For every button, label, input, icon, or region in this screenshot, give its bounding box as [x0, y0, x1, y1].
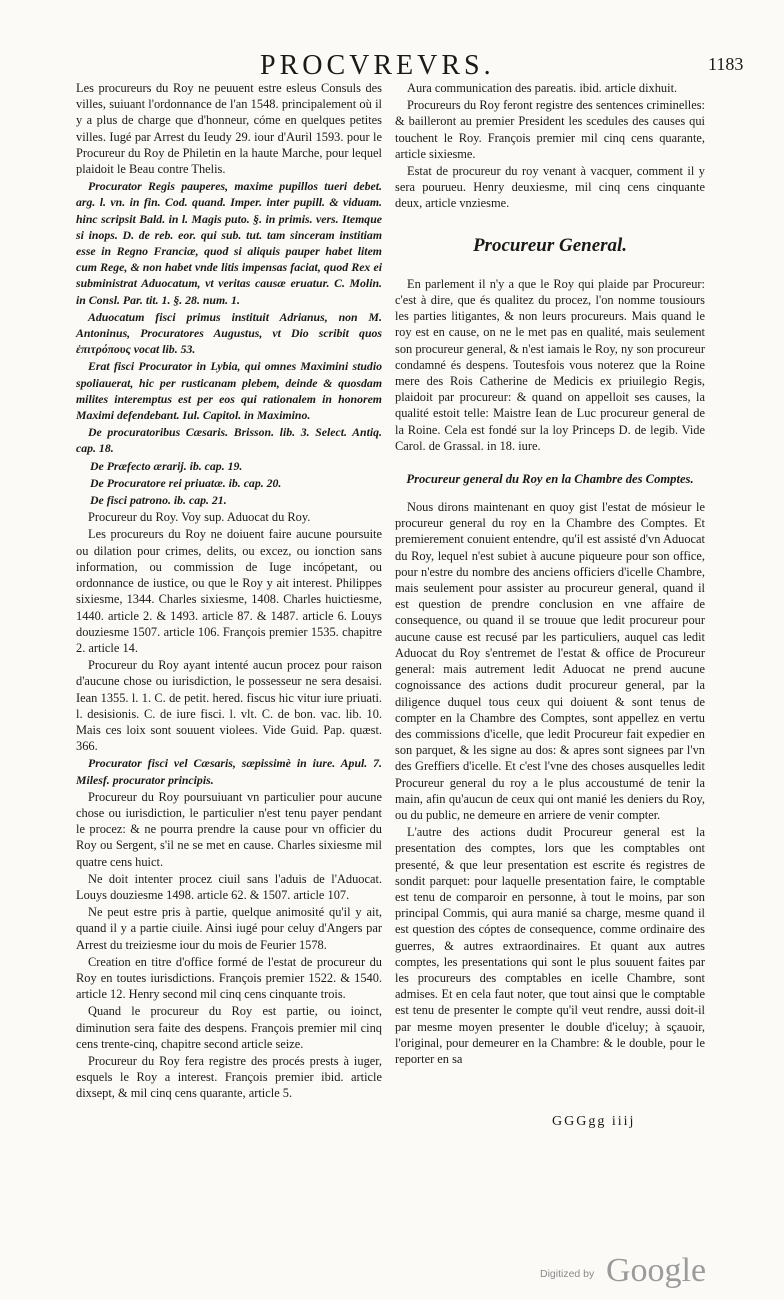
latin-paragraph: Procurator Regis pauperes, maxime pupillos tueri debet. arg. l. vn. in fin. Cod. quand. Imper. inter pupill. & viduam. hinc scripsit Bald. in l. Magis puto. §. in primis. vers. Itemque si inops. D. de reb. eor. qui sub. tut. tam sinceram institiam esse in Regno Franciæ, quod si aliquis pauper habet litem cum Rege, & non habet vnde litis impensas faciat, quod Rex ei subministrat Aduocatum, vt veritas causæ eruatur. C. Molin. in Consl. Par. tit. 1. §. 28. num. 1.	[76, 179, 382, 307]
paragraph: En parlement il n'y a que le Roy qui plaide par Procureur: c'est à dire, que és qualitez du procez, l'on nomme tousiours les parties litigantes, & non leurs procureurs. Mais quand le roy est en cause, on ne le met pas en qualité, mais seulement son procureur general, & n'est iamais le Roy, ny son procureur condamné és despens. Toutesfois vous noterez que la Roine mere des Rois Catherine de Medicis ex priuilegio Regis, plaidoit par procureur: & quand on appelloit ses causes, la qualité estoit telle: Maistre Iean de Luc procureur general de la Roine. Cela est fondé sur la loy Princeps D. de legib. Vide Carol. de Grassal. in 18. iure.	[395, 276, 705, 453]
latin-paragraph: Aduocatum fisci primus instituit Adrianus, non M. Antoninus, Procuratores Augustus, vt Dio scribit quos ἐπιτρόπους vocat lib. 53.	[76, 309, 382, 357]
reference-line: De Præfecto ærarij. ib. cap. 19.	[90, 458, 243, 473]
latin-paragraph: Procurator fisci vel Cæsaris, sæpissimè in iure. Apul. 7. Milesf. procurator principis.	[76, 756, 382, 787]
paragraph: Procureur du Roy ayant intenté aucun procez pour raison d'aucune chose ou iurisdiction, le possesseur ne sera desaisi. Iean 1355. l. 1. C. de petit. hered. fiscus hic vitur iure priuati. l. desisionis. C. de iure fisci. l. vlt. C. de bon. vac. lib. 10. Mais ces loix sont souuent violees. Vide Guid. Pap. quæst. 366.	[76, 658, 382, 754]
paragraph: Creation en titre d'office formé de l'estat de procureur du Roy en toutes iurisdictions. François premier 1522. & 1540. article 12. Henry second mil cinq cens cinquante trois.	[76, 954, 382, 1002]
paragraph: L'autre des actions dudit Procureur general est la presentation des comptes, lors que les comptables ont presenté, & que leur presentation est escrite és registres de sondit parquet: pour laquelle presentation faire, le comptable est tenu de comparoir en personne, à tout le moins, par son principal Commis, qui aura manié sa charge, mesme quand il est question des cóptes de consequence, comme ordinaire des guerres, & autres extraordinaires. Et quant aux autres comptes, les presentations qui sont le plus souuent faites par les procureurs des comptables en icelle Chambre, sont admises. Et en cela faut noter, que tout ainsi que le comptable est tenu de presenter le compte qu'il veut rendre, aussi doit-il par mesme moyen presenter le double d'iceluy; à sçauoir, l'original, pour demeurer en la Chambre: & le double, pour le reporter en sa	[395, 825, 705, 1066]
paragraph: Procureur du Roy poursuiuant vn particulier pour aucune chose ou iurisdiction, le particulier n'est tenu payer pendant le procez: & ne pourra prendre la cause pour vn officier du Roy ou Sergent, s'il ne se met en cause. Charles sixiesme mil quatre cens huict.	[76, 789, 382, 869]
signature-mark: GGGgg iiij	[552, 1114, 636, 1129]
right-column	[395, 80, 705, 1068]
paragraph: Les procureurs du Roy ne peuuent estre esleus Consuls des villes, suiuant l'ordonnance de l'an 1548. principalement où il y a plus de charge que d'honneur, cóme en quelques petites villes. Iugé par Arrest du Ieudy 29. iour d'Auril 1593. pour le Procureur du Roy de Philetin en la haute Marche, pour lequel plaidoit le Beau contre Thelis.	[76, 81, 382, 177]
paragraph: Estat de procureur du roy venant à vacquer, comment il y sera pourueu. Henry deuxiesme, mil cinq cens cinquante deux, article vnziesme.	[395, 164, 705, 211]
paragraph: Ne peut estre pris à partie, quelque animosité qu'il y ait, quand il y a partie ciuile. Ainsi iugé pour celuy d'Angers par Arrest du treiziesme iour du mois de Feurier 1578.	[76, 905, 382, 952]
paragraph: Procureur du Roy. Voy sup. Aduocat du Roy.	[88, 510, 311, 525]
subsection-heading: Procureur general du Roy en la Chambre des Comptes.	[406, 472, 694, 487]
section-heading: Procureur General.	[472, 234, 628, 256]
paragraph: Les procureurs du Roy ne doiuent faire aucune poursuite ou dilation pour crimes, delits, ou excez, ou ionction sans information, ou commission de Iuge incópetant, ou ordonnance de iustice, ou que le Roy y ait interest. Philippes sixiesme, 1344. Charles sixiesme, 1408. Charles huictiesme, 1440. article 2. & 1493. article 87. & 1487. article 6. Louys douziesme 1507. article 106. François premier 1535. chapitre 2. article 14.	[76, 527, 382, 655]
paragraph: Nous dirons maintenant en quoy gist l'estat de mósieur le procureur general du roy en la Chambre des Comptes. Et premierement conuient entendre, qu'il est assisté d'vn Aduocat du Roy, lequel n'est subiet à aucune piqueure pour son office, pour n'estre du nombre des anciens officiers d'icelle Chambre, mais seulement pour assister au procureur general, quand il est question de prendre conclusion en vne affaire de consequence, ou quand il se trouue que ledit procureur pour aucune cause est recusé par les particuliers, auquel cas ledit Aduocat du Roy s'entremet de l'estat & office de Procureur general: mais autrement ledit Aduocat ne prend aucune cognoissance des actions dudit procureur general, par la diligence duquel tous ceux qui doiuent & sont tenus de compter en la Chambre des Comptes, sont appellez en vertu des commissions d'icelle, que ledit Procureur fait expedier en son parquet, & les signe au dos: & apres sont signees par l'vn des Greffiers d'icelle. Et c'est l'vne des choses ausquelles ledit Procureur general du roy a le plus accoustumé de tenir la main, afin qu'aucun de ceux qui ont manié les deniers du Roy, ou du public, ne demeure en arriere de venir compter.	[395, 500, 705, 822]
page-number: 1183	[708, 54, 744, 74]
paragraph: Ne doit intenter procez ciuil sans l'aduis de l'Aduocat. Louys douziesme 1498. article 62. & 1507. article 107.	[76, 871, 382, 902]
digitized-watermark	[540, 1252, 730, 1292]
reference-line: De Procuratore rei priuatæ. ib. cap. 20.	[90, 475, 282, 490]
left-column	[76, 80, 382, 1103]
paragraph: Procureur du Roy fera registre des procés prests à iuger, esquels le Roy a interest. François premier ibid. article dixsept, & mil cinq cens quarante, article 5.	[76, 1053, 382, 1101]
latin-paragraph: Erat fisci Procurator in Lybia, qui omnes Maximini studio spoliauerat, hic per rusticanam plebem, deinde & quosdam milites interemptus est per eos qui rationalem in honorem Maximi defendebant. Iul. Capitol. in Maximino.	[76, 359, 382, 423]
digitized-by-text: Digitized by	[540, 1268, 595, 1280]
reference-line: De fisci patrono. ib. cap. 21.	[90, 493, 227, 508]
reference-line: De procuratoribus Cæsaris. Brisson. lib. 3. Select. Antiq. cap. 18.	[76, 425, 382, 456]
paragraph: Procureurs du Roy feront registre des sentences criminelles: & bailleront au premier President les scedules des causes qui touchent le Roy. François premier mil cinq cens quarante, article sixiesme.	[395, 98, 705, 161]
paragraph: Aura communication des pareatis. ibid. article dixhuit.	[407, 81, 678, 95]
paragraph: Quand le procureur du Roy est partie, ou ioinct, diminution sera faite des despens. François premier mil cinq cens trente-cinq, chapitre second article seize.	[76, 1004, 382, 1051]
google-logo: Google	[606, 1252, 707, 1289]
running-title: PROCVREVRS.	[260, 50, 495, 81]
